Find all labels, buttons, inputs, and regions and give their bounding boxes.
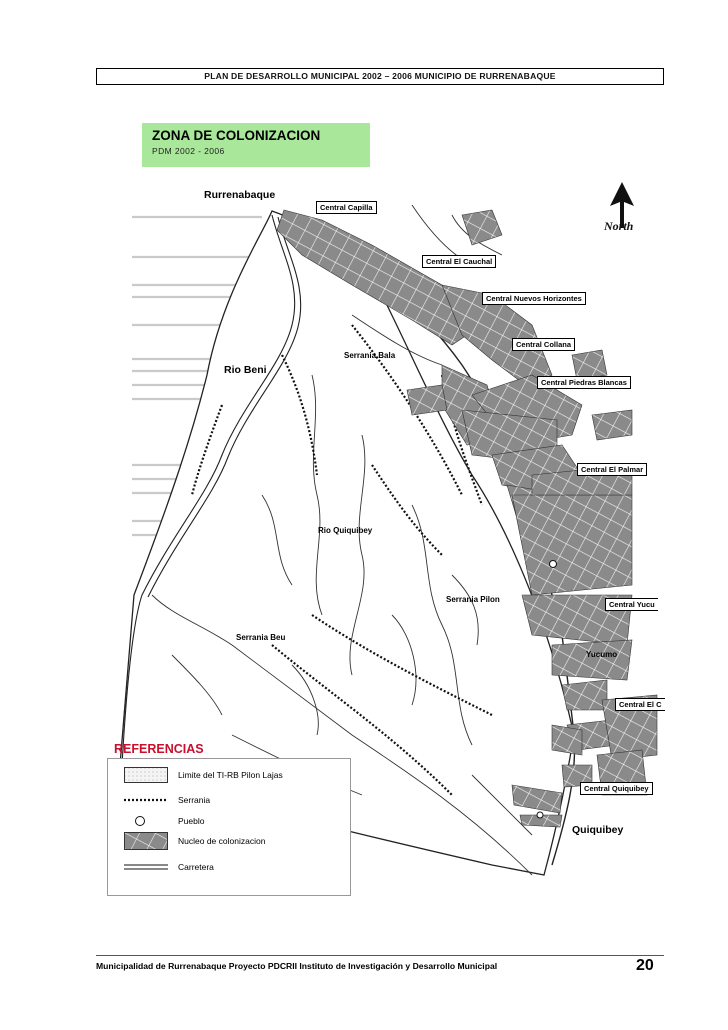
legend-item (108, 765, 350, 787)
legend-label: Nucleo de colonizacion (178, 836, 266, 846)
label-central-el-cauchal: Central El Cauchal (422, 255, 496, 268)
map-title: ZONA DE COLONIZACION (152, 128, 321, 143)
label-central-nuevos-horizontes: Central Nuevos Horizontes (482, 292, 586, 305)
circle-icon (134, 815, 146, 827)
label-rio-quiquibey: Rio Quiquibey (318, 526, 373, 535)
label-rio-beni: Rio Beni (224, 364, 267, 376)
map-subtitle: PDM 2002 - 2006 (152, 146, 225, 156)
legend-label: Carretera (178, 862, 214, 872)
legend-label: Limite del TI-RB Pilon Lajas (178, 770, 283, 780)
dotted-line-icon (124, 798, 168, 802)
legend-item (108, 831, 350, 853)
label-yucumo: Yucumo (586, 650, 618, 659)
legend-label: Pueblo (178, 816, 205, 826)
double-line-icon (124, 863, 168, 871)
grey-box-icon (124, 832, 168, 850)
legend-title: REFERENCIAS (114, 742, 204, 756)
label-central-capilla: Central Capilla (316, 201, 377, 214)
label-quiquibey: Quiquibey (572, 824, 624, 836)
map-title-box (142, 123, 370, 167)
legend-item (108, 790, 350, 812)
label-central-el-palmar: Central El Palmar (577, 463, 647, 476)
footer-text: Municipalidad de Rurrenabaque Proyecto PDCRII Instituto de Investigación y Desarrollo Municipal (96, 961, 498, 971)
label-central-quiquibey: Central Quiquibey (580, 782, 653, 795)
label-central-piedras-blancas: Central Piedras Blancas (537, 376, 631, 389)
page-header: PLAN DE DESARROLLO MUNICIPAL 2002 – 2006 MUNICIPIO DE RURRENABAQUE (96, 68, 664, 85)
legend-item (108, 811, 350, 833)
label-serrania-beu: Serrania Beu (236, 633, 286, 642)
legend-item (108, 857, 350, 879)
north-label: North (604, 219, 634, 233)
label-central-yucu: Central Yucu (605, 598, 658, 611)
label-central-collana: Central Collana (512, 338, 575, 351)
page-number: 20 (636, 957, 654, 974)
label-rurrenabaque: Rurrenabaque (204, 189, 276, 201)
label-serrania-bala: Serrania Bala (344, 351, 396, 360)
legend (107, 758, 351, 896)
label-central-el-c: Central El C (615, 698, 665, 711)
stipple-box-icon (124, 767, 168, 783)
footer-divider (96, 955, 664, 956)
label-serrania-pilon: Serrania Pilon (446, 595, 500, 604)
legend-label: Serrania (178, 795, 211, 805)
